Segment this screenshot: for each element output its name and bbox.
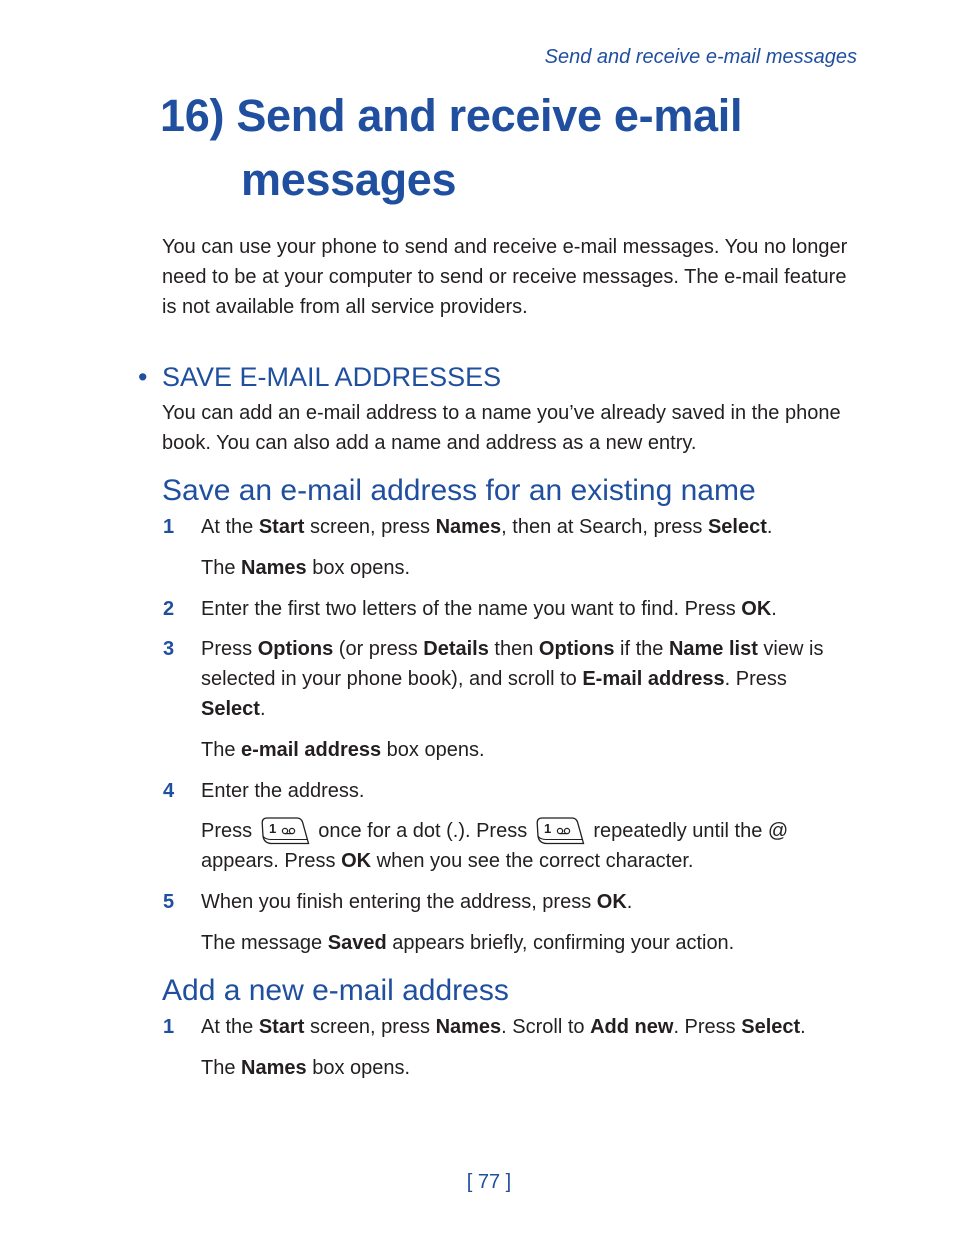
step-number: 2 [163,598,175,620]
step-text-line [201,512,772,542]
text-segment: . Press [673,1016,742,1038]
bold-term: OK [741,598,772,620]
text-segment: if the [614,638,669,660]
intro-line: need to be at your computer to send or receive messages. The e-mail feature [162,266,847,288]
step-note-line [201,846,693,876]
step-number: 1 [163,1016,175,1038]
text-segment: . Press [724,668,787,690]
text-segment: . [626,891,633,913]
text-segment: Enter the first two letters of the name you want to find. Press [201,598,742,620]
text-segment: appears briefly, confirming your action. [386,932,735,954]
step-note-line [201,735,485,765]
intro-line: You can use your phone to send and receive e-mail messages. You no longer [162,236,848,258]
text-segment: repeatedly until the @ [587,820,789,842]
step-text-line [201,694,266,724]
step-note-line [201,553,410,583]
bold-term: Add new [590,1016,674,1038]
step-text-line [201,664,787,694]
text-segment: At the [201,516,259,538]
bold-term: OK [596,891,627,913]
bold-term: Options [538,638,615,660]
step-note-line [201,928,734,958]
step-number: 5 [163,891,175,913]
section-intro-line: book. You can also add a name and address as a new entry. [162,432,697,454]
bold-term: Start [258,516,305,538]
bold-term: e-mail address [241,739,382,761]
section-bullet: • [138,362,148,392]
text-segment: Press [201,820,258,842]
step-text-line [201,594,777,624]
bold-term: OK [341,850,372,872]
running-header: Send and receive e-mail messages [544,46,857,68]
text-segment: Enter the address. [201,780,365,802]
key-label: 1 [543,821,552,836]
step-number: 3 [163,638,175,660]
step-note-line [201,1053,410,1083]
text-segment: screen, press [304,1016,436,1038]
chapter-title-line-2: messages [241,154,457,205]
step-note-line [201,816,788,846]
text-segment: The message [201,932,328,954]
page-number: [ 77 ] [466,1171,512,1193]
step-text-line [201,887,632,917]
bold-term: Options [257,638,334,660]
step-text-line [201,634,823,664]
bold-term: Saved [327,932,387,954]
one-voicemail-key-icon [535,816,585,846]
text-segment: when you see the correct character. [371,850,694,872]
text-segment: . [771,598,777,620]
text-segment: appears. Press [201,850,342,872]
bold-term: Select [741,1016,801,1038]
text-segment: Press [201,638,258,660]
intro-line: is not available from all service providers. [162,296,528,318]
section-intro-line: You can add an e-mail address to a name you’ve already saved in the phone [162,402,841,424]
bold-term: E-mail address [582,668,725,690]
bold-term: Names [435,516,502,538]
bold-term: Select [201,698,260,720]
text-segment: . Scroll to [501,1016,591,1038]
text-segment: selected in your phone book), and scroll to [201,668,583,690]
step-number: 4 [163,780,175,802]
text-segment: box opens. [306,1057,411,1079]
bold-term: Details [423,638,489,660]
step-text-line [201,776,364,806]
text-segment: The [201,739,242,761]
text-segment: The [201,557,242,579]
text-segment: , then at Search, press [501,516,708,538]
text-segment: . [259,698,266,720]
text-segment: . [800,1016,806,1038]
text-segment: box opens. [306,557,411,579]
text-segment: The [201,1057,242,1079]
text-segment: . [766,516,773,538]
chapter-title-line-1: 16) Send and receive e-mail [160,90,743,141]
text-segment: When you finish entering the address, press [201,891,597,913]
step-number: 1 [163,516,175,538]
text-segment: screen, press [304,516,436,538]
subsection-heading-existing-name: Save an e-mail address for an existing name [162,474,756,507]
bold-term: Names [241,1057,307,1079]
section-heading: SAVE E-MAIL ADDRESSES [162,362,502,392]
text-segment: At the [201,1016,259,1038]
bold-term: Names [435,1016,502,1038]
one-voicemail-key-icon [260,816,310,846]
subsection-heading-new-address: Add a new e-mail address [162,974,509,1007]
key-label: 1 [268,821,276,836]
text-segment: once for a dot (.). Press [312,820,533,842]
step-text-line [201,1012,806,1042]
bold-term: Name list [668,638,758,660]
bold-term: Names [241,557,307,579]
text-segment: (or press [333,638,424,660]
bold-term: Select [707,516,767,538]
text-segment: then [488,638,539,660]
bold-term: Start [258,1016,305,1038]
text-segment: view is [757,638,824,660]
text-segment: box opens. [381,739,485,761]
